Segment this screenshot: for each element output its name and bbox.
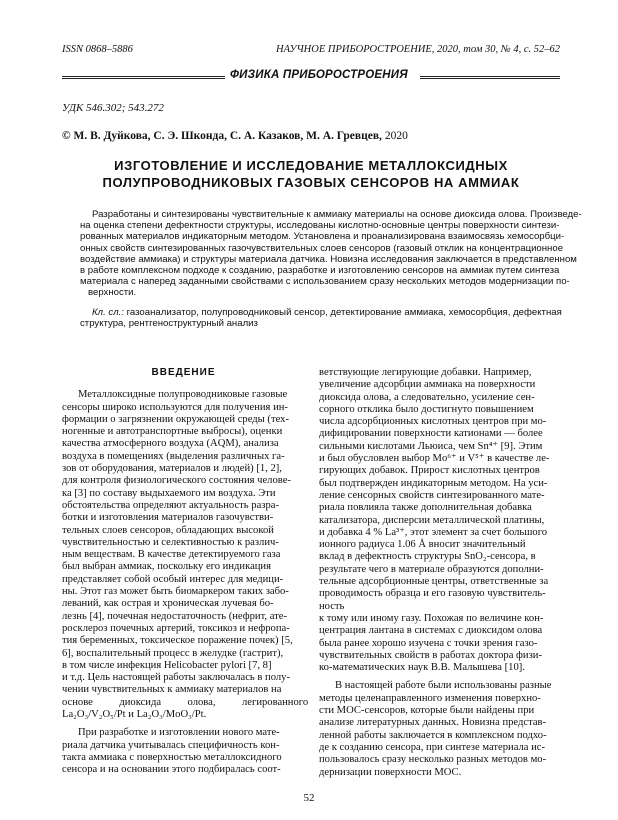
text-line: в том числе инфекция Helicobacter pylori [7, 8]	[62, 659, 272, 671]
section-banner	[62, 70, 560, 84]
journal-citation: НАУЧНОЕ ПРИБОРОСТРОЕНИЕ, 2020, том 30, № 4, с. 52–62	[276, 44, 560, 55]
text-line: для контроля физиологического состояния челове-	[62, 475, 291, 487]
keywords-text: газоанализатор, полупроводниковый сенсор, детектирование аммиака, хемосорбция, дефектная	[126, 307, 562, 318]
text-line: леваний, как острая и хроническая лучевая бо-	[62, 598, 274, 610]
abstract-line: Разработаны и синтезированы чувствительные к аммиаку материалы на основе диоксида олова. Произведе-	[92, 209, 582, 220]
udk-code: УДК 546.302; 543.272	[62, 102, 164, 114]
text-line: был подтвержден индикаторным методом. На уси-	[319, 477, 548, 489]
text-line: вклад в дефектность структуры SnO₂-сенсора, в	[319, 551, 536, 563]
keywords-label: Кл. сл.:	[92, 307, 124, 318]
text-line: методы целенаправленного изменения поверхно-	[319, 692, 541, 704]
text-line: ность	[319, 600, 345, 612]
text-line: ленной работы заключается в комплексном подхо-	[319, 729, 547, 741]
text-line: анализе литературных данных. Новизна представ-	[319, 717, 547, 729]
text-line: был выбран аммиак, поскольку его индикация	[62, 561, 271, 573]
text-line: чении чувствительных к аммиаку материалов на	[62, 684, 282, 696]
keywords-line: структура, рентгеноструктурный анализ	[80, 318, 258, 330]
title-line: ПОЛУПРОВОДНИКОВЫХ ГАЗОВЫХ СЕНСОРОВ НА АММИАК	[102, 175, 520, 190]
paragraph	[62, 389, 309, 721]
text-line: де к созданию сенсора, при синтезе материала ис-	[319, 741, 546, 753]
copyright-icon: ©	[62, 130, 71, 142]
text-line: риала датчика учитывалась специфичность кон-	[62, 739, 280, 751]
text-line: формации о загрязнении окружающей среды (тех-	[62, 413, 289, 425]
text-line: дернизации поверхности МОС.	[319, 766, 462, 778]
right-column	[319, 367, 562, 779]
publication-year: 2020	[384, 130, 408, 142]
author-names: М. В. Дуйкова, С. Э. Шконда, С. А. Казаков, М. А. Гревцев,	[73, 130, 382, 142]
text-line: представляет собой особый интерес для медици-	[62, 573, 284, 585]
text-line: сильными кислотами Льюиса, чем Sn⁴⁺ [9]. Этим	[319, 440, 543, 452]
text-line: росклероз почечных артерий, токсикоз и нефропа-	[62, 622, 290, 634]
paragraph	[319, 367, 562, 674]
text-line: была ранее хорошо изучена с точки зрения газо-	[319, 637, 538, 649]
text-line: центрация лантана в системах с диоксидом олова	[319, 625, 543, 637]
intro-heading: ВВЕДЕНИЕ	[151, 367, 216, 378]
paragraph	[319, 680, 562, 778]
keywords	[80, 307, 562, 330]
text-line: и был обусловлен выбор Mo⁶⁺ и V⁵⁺ в качестве ле-	[319, 453, 550, 465]
abstract-line: в работе комплексном подходе к созданию, разработке и изготовлению сенсоров на аммиак путем синтеза	[80, 265, 560, 277]
text-line: числа адсорбционных кислотных центров при мо-	[319, 416, 547, 428]
issn: ISSN 0868–5886	[62, 44, 133, 55]
text-line: зов от оборудования, материалов и людей) [1, 2],	[62, 463, 282, 475]
text-line: La₂O₃/V₂O₅/Pt и La₂O₃/MoO₃/Pt.	[62, 709, 207, 721]
abstract-line: материала с наперед заданными свойствами с использованием сразу нескольких методов модернизации по-	[80, 276, 570, 288]
section-rule-left	[62, 76, 225, 79]
text-line: диоксида олова, а следовательно, усиление сен-	[319, 391, 535, 403]
text-line: ление сенсорных свойств синтезированного мате-	[319, 489, 545, 501]
abstract-line: на оценка степени дефектности структуры, исследованы кислотно-основные центры поверхности синтези-	[80, 220, 560, 232]
text-line: и добавка 4 % La³⁺, этот элемент за счет большого	[319, 526, 548, 538]
text-line: ка [3] по составу выдыхаемого им воздуха. Эти	[62, 487, 276, 499]
text-line: качества атмосферного воздуха (AQM), анализа	[62, 438, 279, 450]
page-number: 52	[303, 792, 315, 804]
abstract-line: воздействие аммиака) и структуры материала датчика. Новизна исследования заключается в представленном	[80, 253, 577, 265]
text-line: ны. Этот газ может быть биомаркером таких забо-	[62, 586, 289, 598]
text-line: 6], воспалительный процесс в желудке (гастрит),	[62, 647, 284, 659]
running-header	[62, 44, 560, 55]
text-line: чувствительностью и селективностью к различ-	[62, 536, 279, 548]
text-line: тельных слоев сенсоров, обладающих высокой	[62, 524, 274, 536]
section-rule-right	[420, 76, 560, 79]
text-line: основе диоксида олова, легированного	[62, 696, 309, 708]
text-line: При разработке и изготовлении нового мате-	[78, 727, 280, 739]
authors-line	[62, 130, 560, 142]
text-line: сти МОС-сенсоров, которые были найдены при	[319, 705, 535, 717]
text-line: ко-математических наук В.В. Малышева [10].	[319, 662, 525, 674]
text-line: ногенные и автотранспортные выбросы), оценки	[62, 426, 283, 438]
text-line: пользовалось сразу несколько разных методов мо-	[319, 754, 547, 766]
abstract-line: онных свойств синтезированных газочувствительных слоев сенсоров (газовый отклик на концентрационное	[80, 242, 564, 254]
text-line: такта аммиака с поверхностью металлоксидного	[62, 751, 282, 763]
text-line: ветствующие легирующие добавки. Например,	[319, 367, 532, 378]
title-line: ИЗГОТОВЛЕНИЕ И ИССЛЕДОВАНИЕ МЕТАЛЛОКСИДНЫХ	[114, 158, 508, 173]
text-line: тельные адсорбционные центры, ответственные за	[319, 576, 549, 588]
text-line: сенсоры широко используются для получения ин-	[62, 401, 288, 413]
text-line: гирующих добавок. Прирост кислотных центров	[319, 465, 540, 477]
text-line: Металлоксидные полупроводниковые газовые	[78, 389, 288, 401]
text-line: сенсора и на основании этого подбиралась соот-	[62, 764, 281, 776]
text-line: к тому или иному газу. Похожая по величине кон-	[319, 612, 544, 624]
section-title: ФИЗИКА ПРИБОРОСТРОЕНИЯ	[230, 69, 408, 81]
text-line: ным веществам. В качестве детектируемого газа	[62, 549, 281, 561]
text-line: результате чего в материале образуются дополни-	[319, 563, 544, 575]
text-line: и т.д. Цель настоящей работы заключалась в полу-	[62, 672, 290, 684]
text-line: воздуха в помещениях (выделения различных га-	[62, 450, 285, 462]
abstract	[80, 209, 582, 299]
article-title	[62, 157, 560, 191]
text-line: дифицировании поверхности катионами — более	[319, 428, 543, 440]
text-line: сорного отклика было достигнуто повышением	[319, 403, 534, 415]
text-line: проводимость образца и его газовую чувствитель-	[319, 588, 546, 600]
text-line: В настоящей работе были использованы разные	[335, 680, 552, 692]
text-line: обстоятельства определяют актуальность разра-	[62, 499, 279, 511]
paragraph	[62, 727, 305, 776]
text-line: чувствительных свойств в работах доктора физи-	[319, 649, 542, 661]
text-line: катализатора, дисперсии металлической платины,	[319, 514, 545, 526]
text-line: увеличение адсорбции аммиака на поверхности	[319, 379, 536, 391]
abstract-line: верхности.	[88, 287, 137, 299]
keywords-line	[80, 307, 562, 318]
left-column	[62, 367, 309, 777]
text-line: тия беременных, токсическое поражение почек) [5,	[62, 635, 293, 647]
text-line: ионного радиуса 1.06 Å вносит значительный	[319, 539, 526, 551]
abstract-line: рованных материалов индикаторным методом. Установлена и проанализирована взаимосвязь хемосорбци-	[80, 231, 565, 243]
text-line: ботки и изготовления материалов газочувстви-	[62, 512, 274, 524]
text-line: лезнь [4], почечная недостаточность (нефрит, ате-	[62, 610, 288, 622]
text-line: риала повлияла также дополнительная добавка	[319, 502, 532, 514]
